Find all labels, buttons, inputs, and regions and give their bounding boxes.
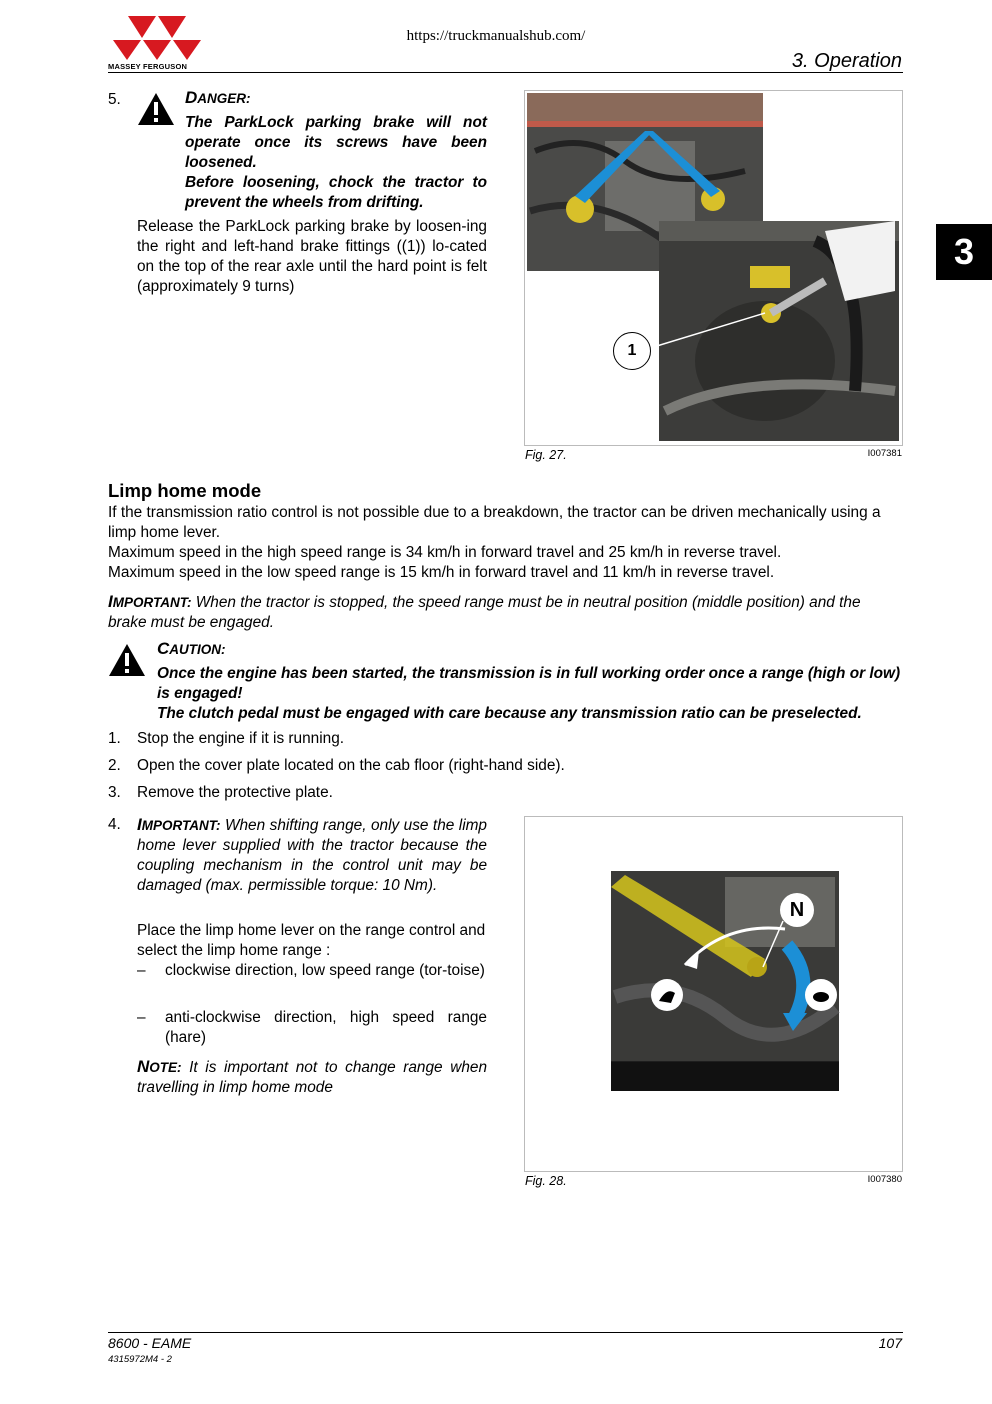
- footer-rule: [108, 1332, 903, 1333]
- caution-text-1: Once the engine has been started, the transmission is in full working order once a range (high or low) is engaged!: [157, 665, 901, 702]
- step4-note: [137, 1057, 487, 1098]
- section-title: 3. Operation: [791, 50, 902, 72]
- footer-document-number: 4315972M4 - 2: [108, 1354, 172, 1365]
- step4-important: [137, 815, 487, 896]
- figure-28: [524, 816, 903, 1172]
- important-label: IMPORTANT:: [108, 592, 192, 611]
- note-label: NOTE:: [137, 1057, 182, 1076]
- caution-text-2: The clutch pedal must be engaged with care because any transmission ratio can be preselected.: [157, 705, 862, 722]
- step4-number: 4.: [108, 816, 121, 833]
- dash-bullet: –: [137, 962, 146, 979]
- important-note: [108, 592, 903, 633]
- important-text: When the tractor is stopped, the speed range must be in neutral position (middle position) and the brake must be engaged.: [108, 594, 861, 631]
- step4-text: Place the limp home lever on the range control and select the limp home range :: [137, 922, 486, 959]
- footer-model: 8600 - EAME: [108, 1335, 192, 1351]
- danger-text-2: Before loosening, chock the tractor to prevent the wheels from drifting.: [185, 174, 487, 211]
- danger-label: DANGER:: [185, 88, 251, 107]
- bullet-anticlockwise: anti-clockwise direction, high speed range (hare): [165, 1009, 487, 1046]
- step5-number: 5.: [108, 91, 121, 108]
- caution-label: CAUTION:: [157, 639, 226, 658]
- step5-text: Release the ParkLock parking brake by loosen-ing the right and left-hand brake fittings ((1)) lo-cated on the top of the rear axle until the hard point is felt (approximately 9 turns): [137, 218, 487, 295]
- limp-home-paragraph-2: Maximum speed in the high speed range is 34 km/h in forward travel and 25 km/h in reverse travel.: [108, 544, 782, 561]
- figure-28-code: I007380: [867, 1174, 902, 1185]
- limp-home-paragraph-3: Maximum speed in the low speed range is 15 km/h in forward travel and 11 km/h in reverse travel.: [108, 564, 775, 581]
- chapter-tab: 3: [936, 224, 992, 280]
- figure-28-callout: N: [780, 893, 814, 927]
- bullet-clockwise: clockwise direction, low speed range (tor-toise): [165, 962, 485, 979]
- figure-28-caption: Fig. 28.: [525, 1174, 567, 1188]
- figure-27-code: I007381: [867, 448, 902, 459]
- warning-triangle-icon: [137, 92, 175, 126]
- note-text: It is important not to change range when travelling in limp home mode: [137, 1059, 488, 1096]
- figure-27-callout: 1: [613, 332, 651, 370]
- source-url[interactable]: https://truckmanualshub.com/: [406, 28, 586, 44]
- danger-text-1: The ParkLock parking brake will not operate once its screws have been loosened.: [185, 114, 487, 171]
- limp-home-paragraph-1: If the transmission ratio control is not possible due to a breakdown, the tractor can be driven mechanically using a limp home lever.: [108, 504, 881, 541]
- caution-triangle-icon: [108, 643, 146, 677]
- parklock-brake-photo: [525, 91, 902, 445]
- important-label: IMPORTANT:: [137, 815, 221, 834]
- limp-home-lever-photo: [525, 817, 902, 1171]
- figure-27: [524, 90, 903, 446]
- figure-27-caption: Fig. 27.: [525, 448, 567, 462]
- dash-bullet: –: [137, 1009, 146, 1026]
- page-number: 107: [878, 1335, 902, 1351]
- brand-name: MASSEY FERGUSON: [108, 62, 188, 71]
- limp-home-heading: Limp home mode: [108, 480, 262, 501]
- step4-important-text: When shifting range, only use the limp home lever supplied with the tractor because the coupling mechanism in the control unit may be damaged (max. permissible torque: 10 Nm).: [137, 817, 487, 894]
- header-rule: [108, 72, 903, 73]
